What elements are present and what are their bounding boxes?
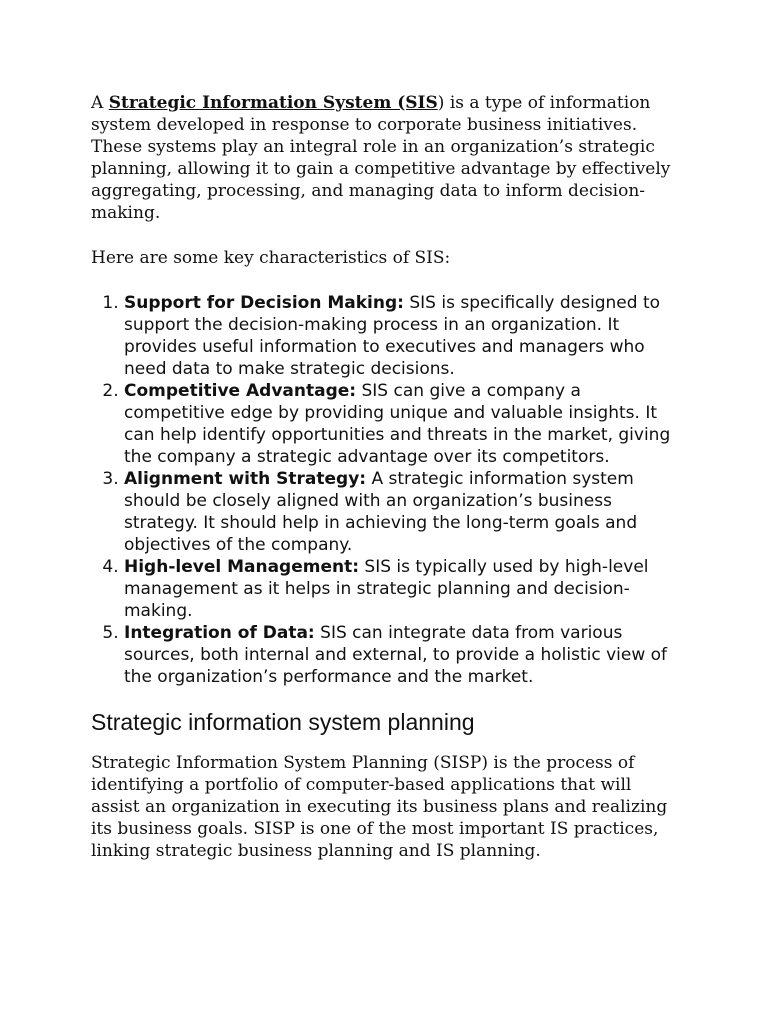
- sis-link[interactable]: Strategic Information System (SIS: [108, 93, 438, 113]
- list-item: [124, 622, 686, 688]
- list-item-title: High-level Management:: [124, 557, 360, 577]
- list-item-text: A strategic information system should be closely aligned with an organization’s business strategy. It should help in achieving the long-term goals and objectives of the company.: [124, 469, 638, 555]
- list-item-title: Integration of Data:: [124, 623, 315, 643]
- characteristics-lead: Here are some key characteristics of SIS:: [91, 248, 451, 268]
- section-heading: Strategic information system planning: [91, 709, 475, 735]
- list-item-title: Support for Decision Making:: [124, 293, 404, 313]
- list-item: [124, 468, 686, 556]
- list-item-title: Alignment with Strategy:: [124, 469, 367, 489]
- list-item-text: SIS can integrate data from various sources, both internal and external, to provide a holistic view of the organization’s performance and the market.: [124, 623, 668, 687]
- list-item-title: Competitive Advantage:: [124, 381, 357, 401]
- intro-prefix: A: [91, 93, 109, 113]
- list-item: [124, 556, 686, 622]
- sisp-paragraph: Strategic Information System Planning (SISP) is the process of identifying a portfolio of computer-based applications that will assist an organization in executing its business plans and realizing its business goals. SISP is one of the most important IS practices, linking strategic business planning and IS planning.: [91, 753, 668, 861]
- intro-paragraph: [91, 92, 681, 224]
- list-item: [124, 380, 686, 468]
- list-item-text: SIS is specifically designed to support the decision-making process in an organization. It provides useful information to executives and managers who need data to make strategic decisions.: [124, 293, 661, 379]
- list-item: [124, 292, 686, 380]
- characteristics-list: [91, 292, 686, 688]
- list-item-text: SIS is typically used by high-level management as it helps in strategic planning and decision-making.: [124, 557, 649, 621]
- document-page: [91, 92, 691, 862]
- intro-suffix: ) is a type of information system developed in response to corporate business initiatives. These systems play an integral role in an organization’s strategic planning, allowing it to gain a competitive advantage by effectively aggregating, processing, and managing data to inform decision-making.: [91, 93, 671, 223]
- list-item-text: SIS can give a company a competitive edge by providing unique and valuable insights. It can help identify opportunities and threats in the market, giving the company a strategic advantage over its competitors.: [124, 381, 671, 467]
